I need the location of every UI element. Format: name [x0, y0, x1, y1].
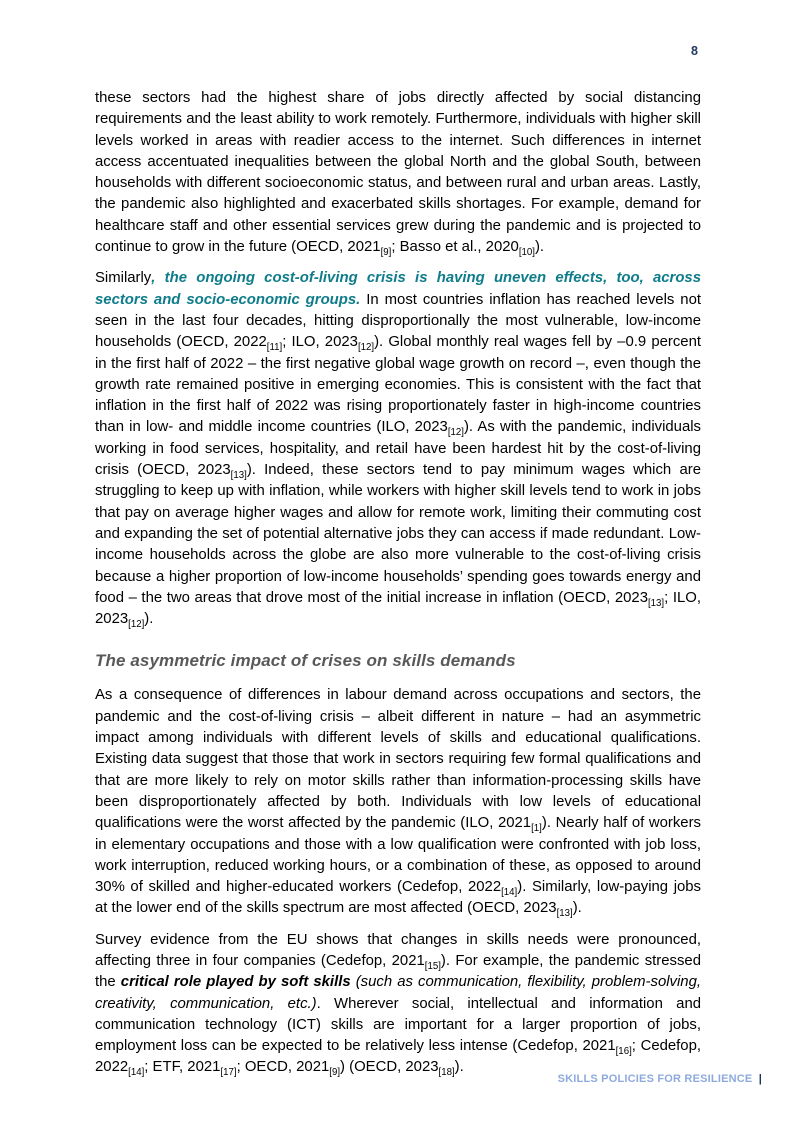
- citation-reference: [18]: [438, 1067, 455, 1079]
- text-run: ).: [572, 900, 582, 917]
- page-content: [95, 88, 701, 1089]
- citation-reference: [14]: [128, 1067, 145, 1079]
- paragraph-asymmetric-impact: [95, 685, 701, 919]
- text-run: Survey evidence from the EU shows that changes in skills needs were pronounced, affecting three in four companies (Cedefop, 2021: [95, 931, 701, 969]
- citation-reference: [1]: [531, 823, 542, 835]
- citation-reference: [12]: [357, 342, 375, 354]
- text-run: ).: [144, 611, 154, 628]
- text-run: As a consequence of differences in labour demand across occupations and sectors, the pandemic and the cost-of-living crisis – albeit different in nature – had an asymmetric impact among individuals with different levels of skills and educational qualifications. Existing data suggest that those that work in sectors requiring few formal qualifications and that are more likely to rely on motor skills rather than information-processing skills have been disproportionately affected by both. Individuals with low levels of educational qualifications were the worst affected by the pandemic (ILO, 2021: [95, 687, 701, 832]
- text-run: (such as communication, flexibility, problem-solving, creativity, communication, etc.): [95, 974, 702, 1012]
- text-run: ; Basso et al., 2020: [391, 239, 519, 256]
- text-run: ; OECD, 2021: [236, 1059, 330, 1076]
- footer-separator: |: [758, 1073, 762, 1085]
- text-run: ).: [534, 239, 545, 256]
- page-number: 8: [691, 44, 698, 58]
- paragraph-pandemic-sectors: [95, 88, 701, 258]
- citation-reference: [13]: [647, 597, 665, 609]
- paragraph-survey-evidence: [95, 930, 701, 1079]
- text-run: ) (OECD, 2023: [340, 1059, 439, 1076]
- text-run: ). Indeed, these sectors tend to pay minimum wages which are struggling to keep up with inflation, while workers with higher skill levels tend to work in jobs that pay on average higher wages and allow for remote work, limiting their commuting cost and expanding the set of potential alternative jobs they can access if made redundant. Low-income households across the globe are also more vulnerable to the cost-of-living crisis because a higher proportion of low-income households’ spending goes towards energy and food – the two areas that drove most of the initial increase in inflation (OECD, 2023: [95, 462, 701, 606]
- citation-reference: [17]: [220, 1067, 237, 1079]
- text-run: ).: [454, 1059, 464, 1076]
- citation-reference: [9]: [329, 1067, 341, 1079]
- text-run: ; ILO, 2023: [95, 589, 701, 628]
- text-run: ). Similarly, low-paying jobs at the lower end of the skills spectrum are most affected (OECD, 2023: [95, 879, 702, 917]
- citation-reference: [10]: [518, 247, 535, 259]
- page-footer: [558, 1073, 762, 1085]
- text-run: In most countries inflation has reached levels not seen in the last four decades, hitting disproportionally the most vulnerable, low-income households (OECD, 2022: [95, 291, 701, 351]
- citation-reference: [16]: [615, 1046, 632, 1058]
- text-run: critical role played by soft skills: [120, 974, 351, 991]
- text-run: , the ongoing cost-of-living crisis is having uneven effects, too, across sectors and socio-economic groups.: [95, 270, 701, 308]
- citation-reference: [14]: [501, 887, 518, 899]
- citation-reference: [15]: [424, 960, 441, 972]
- citation-reference: [13]: [230, 470, 247, 482]
- citation-reference: [13]: [556, 908, 573, 920]
- text-run: ; ETF, 2021: [144, 1059, 221, 1076]
- text-run: Similarly: [95, 270, 152, 287]
- footer-title: SKILLS POLICIES FOR RESILIENCE: [557, 1073, 753, 1085]
- citation-reference: [12]: [128, 619, 145, 631]
- section-heading: The asymmetric impact of crises on skills demands: [95, 651, 516, 671]
- text-run: these sectors had the highest share of jobs directly affected by social distancing requirements and the least ability to work remotely. Furthermore, individuals with higher skill levels worked in areas with readier access to the internet. Such differences in internet access accentuated inequalities between the global North and the global South, between households with different socioeconomic status, and between rural and urban areas. Lastly, the pandemic also highlighted and exacerbated skills shortages. For example, demand for healthcare staff and other essential services grew during the pandemic and is projected to continue to grow in the future (OECD, 2021: [95, 90, 701, 256]
- citation-reference: [11]: [266, 342, 283, 354]
- citation-reference: [12]: [447, 427, 464, 439]
- text-run: ; ILO, 2023: [282, 334, 358, 351]
- text-run: ). As with the pandemic, individuals working in food services, hospitality, and retail have been hardest hit by the cost-of-living crisis (OECD, 2023: [95, 419, 702, 479]
- text-run: ; Cedefop, 2022: [95, 1038, 701, 1076]
- text-run: ). Nearly half of workers in elementary occupations and those with a low qualification were confronted with job loss, work interruption, reduced working hours, or a combination of these, as opposed to around 30% of skilled and higher-educated workers (Cedefop, 2022: [95, 815, 701, 896]
- paragraph-cost-of-living: [95, 268, 701, 630]
- text-run: ). For example, the pandemic stressed the: [95, 952, 701, 991]
- text-run: ). Global monthly real wages fell by –0.9 percent in the first half of 2022 – the first negative global wage growth on record –, even though the growth rate remained positive in emerging economies. This is consistent with the fact that inflation in the first half of 2022 was rising proportionately faster in high-income countries than in low- and middle income countries (ILO, 2023: [95, 334, 701, 436]
- citation-reference: [9]: [380, 247, 392, 259]
- text-run: . Wherever social, intellectual and information and communication technology (ICT) skills are important for a larger proportion of jobs, employment loss can be expected to be relatively less intense (Cedefop, 2021: [95, 995, 702, 1055]
